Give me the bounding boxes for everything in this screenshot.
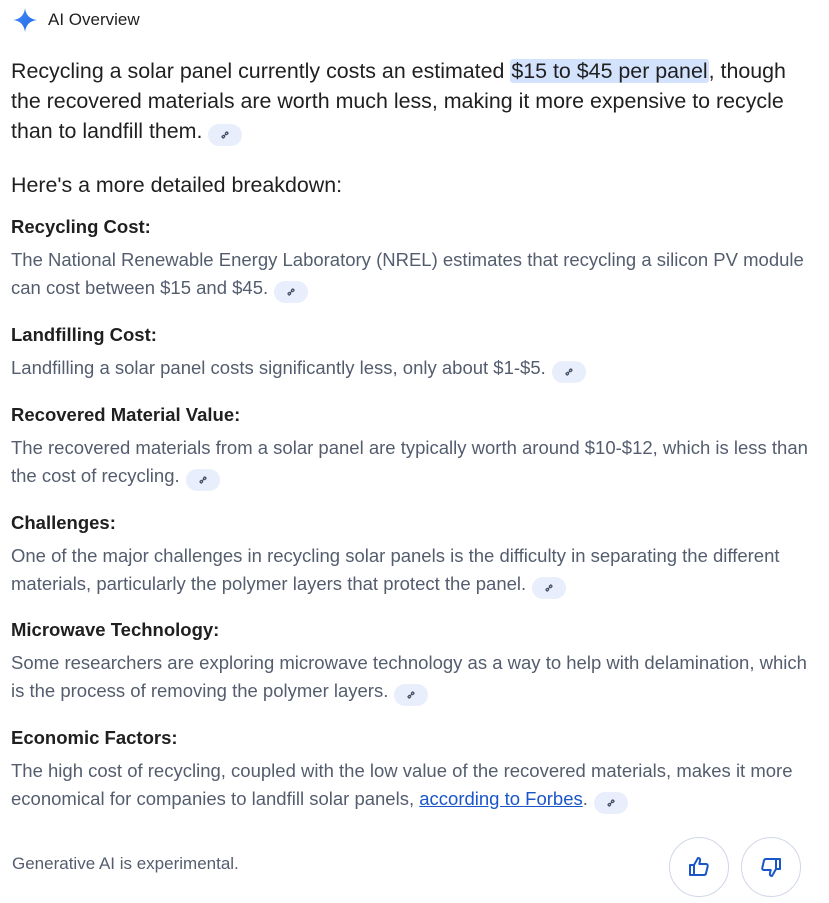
summary-highlight: $15 to $45 per panel [511,59,708,83]
thumbs-down-button[interactable] [741,837,801,897]
section-text [11,434,816,491]
source-link-chip[interactable] [186,469,220,491]
source-link-chip[interactable] [274,281,308,303]
section-recycling-cost [11,214,816,303]
section-heading: Microwave Technology: [11,619,220,640]
source-link-chip[interactable] [394,684,428,706]
section-text [11,542,816,599]
section-heading: Economic Factors: [11,727,178,748]
section-text [11,649,816,706]
section-text [11,757,816,814]
section-heading: Recycling Cost: [11,216,151,237]
thumbs-up-icon [687,855,711,879]
thumbs-up-button[interactable] [669,837,729,897]
section-heading: Challenges: [11,512,116,533]
source-link-chip[interactable] [532,577,566,599]
section-recovered-value [11,402,816,491]
section-economic-factors [11,725,816,814]
breakdown-intro: Here's a more detailed breakdown: [11,173,343,197]
source-link-chip[interactable] [208,124,242,146]
section-body: The high cost of recycling, coupled with the low value of the recovered materials, makes it more economical for companies to landfill solar panels, [11,760,793,809]
section-body: The recovered materials from a solar panel are typically worth around $10-$12, which is less than the cost of recycling. [11,437,808,486]
source-link-chip[interactable] [552,361,586,383]
link-icon [285,286,297,298]
ai-overview-title: AI Overview [48,10,140,29]
summary-paragraph [11,56,816,146]
thumbs-down-icon [759,855,783,879]
section-landfilling-cost [11,322,816,383]
source-link-chip[interactable] [594,792,628,814]
ai-overview-header [12,8,140,32]
section-text [11,246,816,303]
disclaimer: Generative AI is experimental. [12,854,239,873]
section-body: Landfilling a solar panel costs significantly less, only about $1-$5. [11,357,546,378]
section-text [11,354,816,383]
link-icon [605,797,617,809]
link-icon [219,129,231,141]
section-microwave-technology [11,617,816,706]
section-challenges [11,510,816,599]
section-body-end: . [582,788,588,809]
section-body: Some researchers are exploring microwave technology as a way to help with delamination, which is the process of removing the polymer layers. [11,652,807,701]
summary-text-end: , though the recovered materials are worth much less, making it more expensive to recycle than to landfill them. [11,59,786,143]
link-icon [405,689,417,701]
section-heading: Recovered Material Value: [11,404,241,425]
section-body: The National Renewable Energy Laboratory (NREL) estimates that recycling a silicon PV module can cost between $15 and $45. [11,249,804,298]
link-icon [563,366,575,378]
forbes-link[interactable]: according to Forbes [419,788,583,809]
link-icon [197,474,209,486]
summary-text: Recycling a solar panel currently costs an estimated [11,59,511,83]
section-body: One of the major challenges in recycling solar panels is the difficulty in separating the different materials, particularly the polymer layers that protect the panel. [11,545,780,594]
link-icon [543,582,555,594]
sparkle-icon [12,7,38,33]
section-heading: Landfilling Cost: [11,324,157,345]
